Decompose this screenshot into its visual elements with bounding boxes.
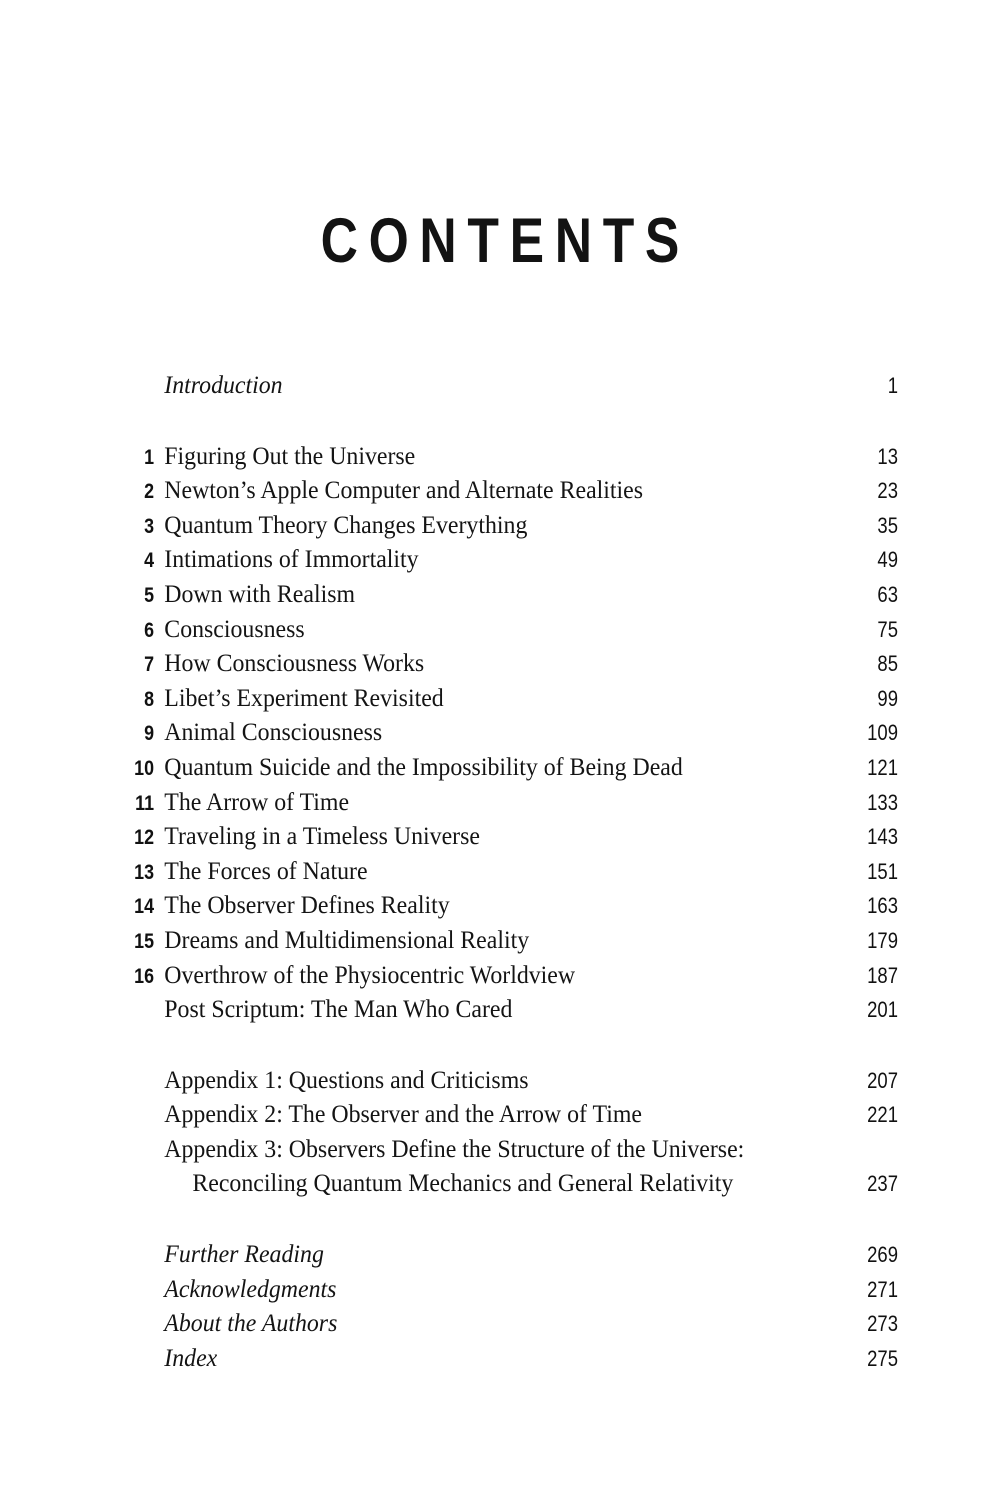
toc-entry-number: 5	[144, 583, 154, 607]
toc-entry-page-number: 269	[867, 1242, 898, 1268]
toc-entry[interactable]	[120, 372, 898, 407]
toc-entry-title: The Forces of Nature	[164, 855, 368, 885]
toc-entry-title: How Consciousness Works	[164, 648, 425, 678]
toc-section-appendices	[120, 1064, 898, 1205]
toc-entry[interactable]	[120, 578, 898, 616]
toc-entry-page-number: 85	[877, 651, 898, 677]
toc-entry[interactable]	[120, 751, 898, 789]
toc-list	[120, 372, 898, 1379]
toc-entry-page-number: 237	[867, 1171, 898, 1197]
toc-entry-number: 4	[144, 549, 154, 573]
toc-entry[interactable]	[120, 959, 898, 997]
toc-entry-number: 2	[144, 480, 154, 504]
section-gap	[120, 1205, 898, 1241]
toc-entry-number: 9	[144, 722, 154, 746]
toc-entry-page-number: 75	[877, 616, 898, 642]
toc-entry-title: Appendix 1: Questions and Criticisms	[164, 1064, 529, 1094]
toc-entry-number: 7	[144, 653, 154, 677]
toc-section-back-matter	[120, 1241, 898, 1379]
toc-entry[interactable]	[120, 509, 898, 547]
toc-entry-title: Libet’s Experiment Revisited	[164, 682, 444, 712]
toc-entry-number: 15	[134, 929, 154, 953]
toc-entry-page-number: 35	[877, 512, 898, 538]
toc-section-front-matter	[120, 372, 898, 407]
toc-entry[interactable]	[120, 1310, 898, 1345]
toc-entry-title: Further Reading	[164, 1239, 324, 1269]
toc-entry-title: Figuring Out the Universe	[164, 440, 416, 470]
toc-entry[interactable]	[120, 1342, 898, 1380]
toc-entry-page-number: 163	[867, 893, 898, 919]
toc-entry-page-number: 1	[887, 373, 898, 398]
toc-entry[interactable]	[120, 855, 898, 893]
section-gap	[120, 407, 898, 443]
toc-entry-number: 13	[134, 860, 154, 884]
toc-entry[interactable]	[120, 650, 898, 685]
toc-entry-page-number: 273	[867, 1311, 898, 1337]
toc-entry-number: 11	[135, 791, 154, 815]
toc-entry-page-number: 121	[867, 754, 898, 780]
toc-entry-page-number: 207	[867, 1067, 898, 1093]
toc-entry-title: Down with Realism	[164, 578, 356, 608]
toc-entry[interactable]	[120, 682, 898, 720]
toc-entry[interactable]	[120, 924, 898, 962]
toc-entry-number: 6	[144, 618, 154, 642]
toc-entry[interactable]	[120, 1273, 898, 1311]
toc-entry-page-number: 187	[867, 962, 898, 988]
toc-entry-title: Reconciling Quantum Mechanics and General Relativity	[192, 1168, 734, 1198]
section-gap	[120, 1031, 898, 1067]
toc-entry-title: About the Authors	[164, 1308, 338, 1338]
toc-entry-page-number: 109	[867, 720, 898, 746]
toc-entry-page-number: 143	[867, 824, 898, 850]
toc-entry[interactable]	[120, 1064, 898, 1102]
toc-entry-title: Newton’s Apple Computer and Alternate Realities	[164, 475, 644, 505]
page-title: CONTENTS	[320, 206, 691, 277]
toc-entry-title: The Arrow of Time	[164, 786, 350, 816]
toc-entry[interactable]	[120, 892, 898, 927]
toc-entry[interactable]	[120, 1101, 898, 1136]
toc-entry-title: Introduction	[164, 370, 283, 399]
toc-entry[interactable]	[120, 1133, 898, 1171]
toc-entry-page-number: 221	[867, 1102, 898, 1128]
toc-entry-page-number: 275	[867, 1345, 898, 1371]
toc-entry-number: 14	[134, 895, 154, 919]
toc-entry-title: Traveling in a Timeless Universe	[164, 821, 480, 851]
toc-entry-number: 16	[134, 964, 154, 988]
toc-entry-page-number: 13	[877, 443, 898, 469]
toc-entry-title: Appendix 2: The Observer and the Arrow of Time	[164, 1099, 642, 1129]
toc-entry-title: Intimations of Immortality	[164, 544, 419, 574]
toc-entry-page-number: 63	[877, 581, 898, 607]
toc-entry[interactable]	[120, 546, 898, 581]
toc-entry-number: 3	[144, 514, 154, 538]
toc-entry-title: Quantum Suicide and the Impossibility of Being Dead	[164, 751, 683, 781]
toc-entry-title: Animal Consciousness	[164, 717, 383, 747]
toc-entry[interactable]	[120, 1170, 898, 1205]
toc-entry-page-number: 49	[877, 547, 898, 573]
toc-entry[interactable]	[120, 996, 898, 1031]
toc-entry-page-number: 201	[867, 997, 898, 1023]
toc-entry-page-number: 179	[867, 927, 898, 953]
toc-entry-number: 12	[134, 826, 154, 850]
toc-entry[interactable]	[120, 477, 898, 512]
toc-entry-page-number: 23	[877, 478, 898, 504]
toc-entry-page-number: 99	[877, 685, 898, 711]
toc-entry[interactable]	[120, 823, 898, 858]
toc-entry-title: Dreams and Multidimensional Reality	[164, 924, 530, 954]
toc-section-chapters	[120, 440, 898, 1031]
toc-entry-title: Quantum Theory Changes Everything	[164, 509, 528, 539]
toc-entry[interactable]	[120, 1241, 898, 1276]
toc-entry-title: The Observer Defines Reality	[164, 890, 450, 920]
toc-entry-page-number: 151	[867, 858, 898, 884]
toc-entry-number: 1	[144, 445, 154, 469]
toc-entry[interactable]	[120, 440, 898, 478]
toc-entry-page-number: 271	[867, 1276, 898, 1302]
toc-entry[interactable]	[120, 786, 898, 824]
toc-entry-title: Appendix 3: Observers Define the Structure of the Universe:	[164, 1133, 745, 1163]
toc-entry[interactable]	[120, 613, 898, 651]
toc-entry-number: 10	[134, 756, 154, 780]
toc-entry-title: Consciousness	[164, 613, 305, 643]
toc-entry-title: Overthrow of the Physiocentric Worldview	[164, 959, 576, 989]
toc-entry-number: 8	[144, 687, 154, 711]
toc-entry-title: Acknowledgments	[164, 1273, 337, 1303]
toc-entry-page-number: 133	[867, 789, 898, 815]
toc-entry-title: Post Scriptum: The Man Who Cared	[164, 994, 513, 1024]
toc-entry[interactable]	[120, 719, 898, 754]
toc-entry-title: Index	[164, 1342, 218, 1372]
